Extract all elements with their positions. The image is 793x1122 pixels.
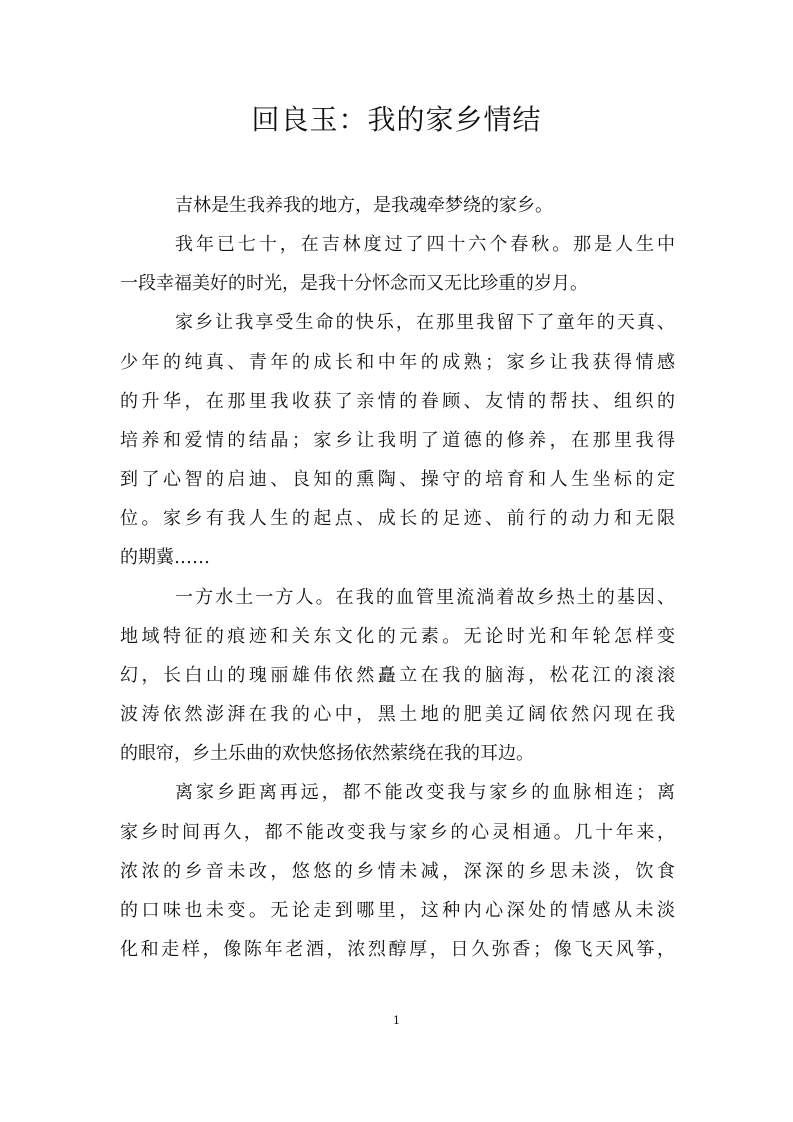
paragraph <box>120 186 675 225</box>
text-line: 的眼帘，乡土乐曲的欢快悠扬依然萦绕在我的耳边。 <box>120 743 534 765</box>
text-line: 地域特征的痕迹和关东文化的元素。无论时光和年轮怎样变 <box>120 625 675 647</box>
document-title: 回良玉：我的家乡情结 <box>251 103 542 136</box>
text-line: 化和走样，像陈年老酒，浓烈醇厚，日久弥香；像飞天风筝， <box>120 938 675 960</box>
text-line: 波涛依然澎湃在我的心中，黑土地的肥美辽阔依然闪现在我 <box>120 704 675 726</box>
text-line: 家乡让我享受生命的快乐，在那里我留下了童年的天真、 <box>175 312 675 334</box>
text-line: 的期冀…… <box>120 547 210 569</box>
paragraph <box>120 303 675 577</box>
text-line: 少年的纯真、青年的成长和中年的成熟；家乡让我获得情感 <box>120 351 675 373</box>
text-line: 幻，长白山的瑰丽雄伟依然矗立在我的脑海，松花江的滚滚 <box>120 664 675 686</box>
text-line: 吉林是生我养我的地方，是我魂牵梦绕的家乡。 <box>175 195 553 216</box>
text-line: 一段幸福美好的时光，是我十分怀念而又无比珍重的岁月。 <box>120 273 588 295</box>
text-line: 家乡时间再久，都不能改变我与家乡的心灵相通。几十年来， <box>120 821 675 843</box>
text-line: 一方水土一方人。在我的血管里流淌着故乡热土的基因、 <box>175 586 675 608</box>
text-line: 培养和爱情的结晶；家乡让我明了道德的修养，在那里我得 <box>120 429 675 451</box>
text-line: 的升华，在那里我收获了亲情的眷顾、友情的帮扶、组织的 <box>120 390 675 412</box>
text-line: 位。家乡有我人生的起点、成长的足迹、前行的动力和无限 <box>120 508 675 530</box>
document-body <box>120 186 675 969</box>
text-line: 离家乡距离再远，都不能改变我与家乡的血脉相连；离 <box>175 782 675 804</box>
text-line: 到了心智的启迪、良知的熏陶、操守的培育和人生坐标的定 <box>120 469 675 491</box>
paragraph <box>120 578 675 774</box>
text-line: 我年已七十，在吉林度过了四十六个春秋。那是人生中 <box>175 234 675 256</box>
text-line: 浓浓的乡音未改，悠悠的乡情未减，深深的乡思未淡，饮食 <box>120 860 675 882</box>
paragraph <box>120 773 675 969</box>
paragraph <box>120 225 675 303</box>
page-number: 1 <box>393 1014 400 1027</box>
text-line: 的口味也未变。无论走到哪里，这种内心深处的情感从未淡 <box>120 899 675 921</box>
